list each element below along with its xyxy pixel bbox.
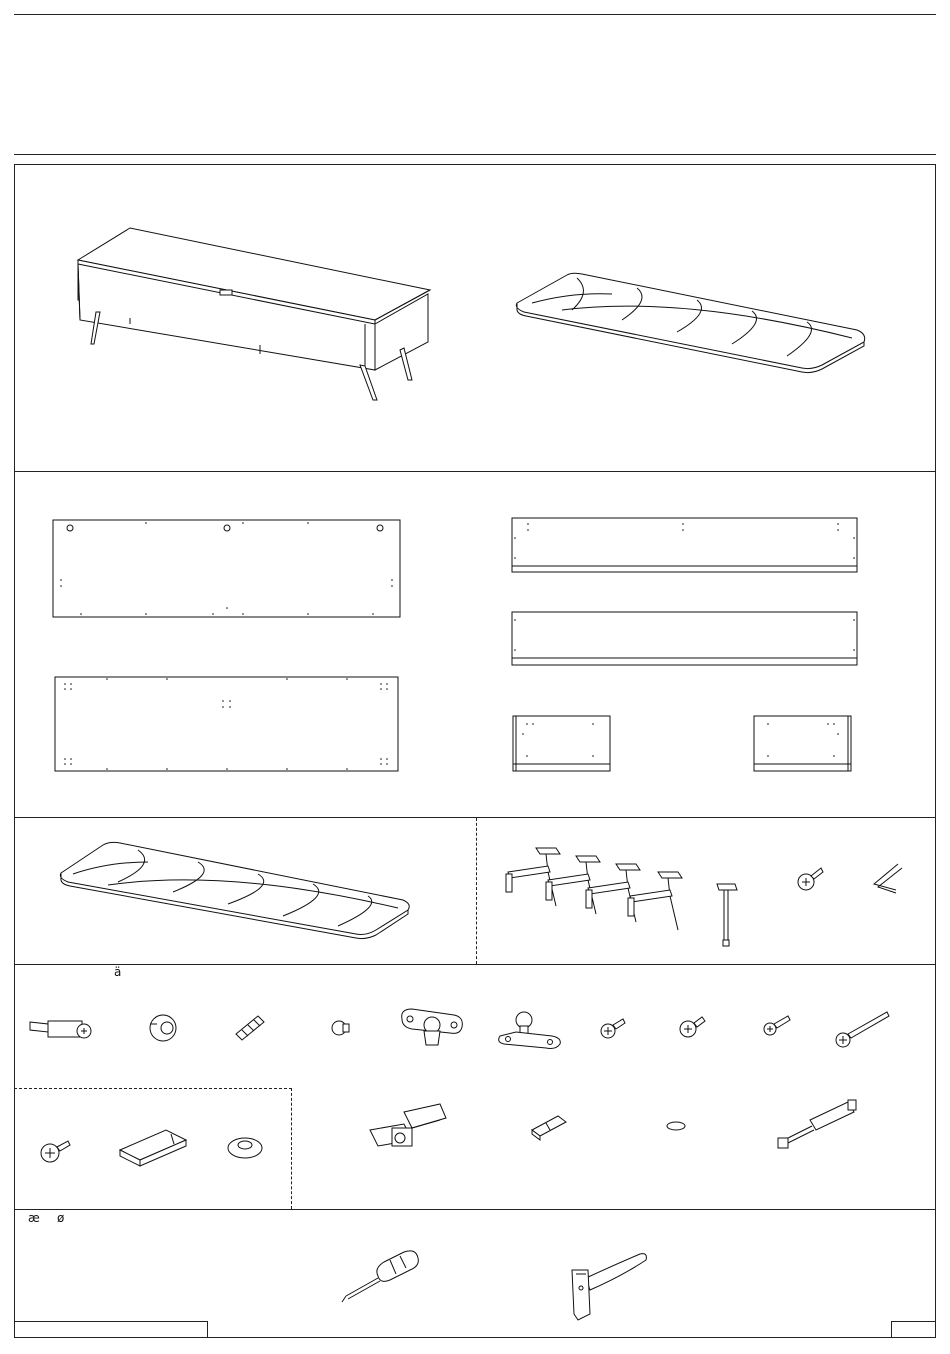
gas-strut-icon xyxy=(774,1098,864,1154)
wooden-dowel-icon xyxy=(232,1012,268,1042)
side-panel-left xyxy=(513,716,611,772)
hinge-plate-icon xyxy=(398,1005,468,1050)
long-screw-icon xyxy=(833,1008,893,1052)
felt-pad-icon xyxy=(116,1128,190,1168)
dashed-divider-vertical xyxy=(476,818,477,964)
divider-3 xyxy=(14,964,936,965)
clip-icon xyxy=(528,1110,570,1142)
bumper-dot-icon xyxy=(664,1118,688,1134)
screw-icon-4 xyxy=(38,1135,74,1167)
sideboard-illustration xyxy=(70,220,440,410)
footer-left-box xyxy=(14,1321,208,1338)
back-panel xyxy=(53,520,401,618)
screw-icon-3 xyxy=(760,1013,792,1041)
hardware-label: ä xyxy=(114,965,122,979)
cam-lock-icon xyxy=(145,1010,181,1046)
top-panel xyxy=(512,518,858,574)
divider-4 xyxy=(14,1209,936,1210)
tools-label-o: ø xyxy=(57,1211,65,1225)
header-rule xyxy=(14,154,936,155)
hammer-icon xyxy=(562,1250,652,1325)
legs-set-illustration xyxy=(498,842,698,942)
front-panel xyxy=(512,612,858,667)
screw-icon-2 xyxy=(678,1013,708,1041)
screw-icon-1 xyxy=(598,1015,628,1043)
cam-bolt-icon xyxy=(26,1012,98,1046)
side-panel-right xyxy=(754,716,852,772)
divider-2 xyxy=(14,817,936,818)
top-rule xyxy=(14,14,936,15)
leg-screw-icon xyxy=(795,864,825,894)
center-leg-illustration xyxy=(715,880,739,948)
washer-icon xyxy=(224,1132,266,1162)
tools-label-ae: æ xyxy=(28,1211,40,1225)
cabinet-hinge-icon xyxy=(364,1100,454,1156)
screwdriver-icon xyxy=(338,1248,422,1306)
cushion-illustration xyxy=(58,840,413,940)
small-screw-icon xyxy=(329,1018,351,1038)
footer-right-box xyxy=(891,1321,936,1338)
lift-bracket-icon xyxy=(496,1008,566,1053)
allen-key-icon xyxy=(868,860,908,896)
cushion-top-illustration xyxy=(512,270,872,375)
divider-1 xyxy=(14,471,936,472)
bottom-panel xyxy=(55,677,399,772)
